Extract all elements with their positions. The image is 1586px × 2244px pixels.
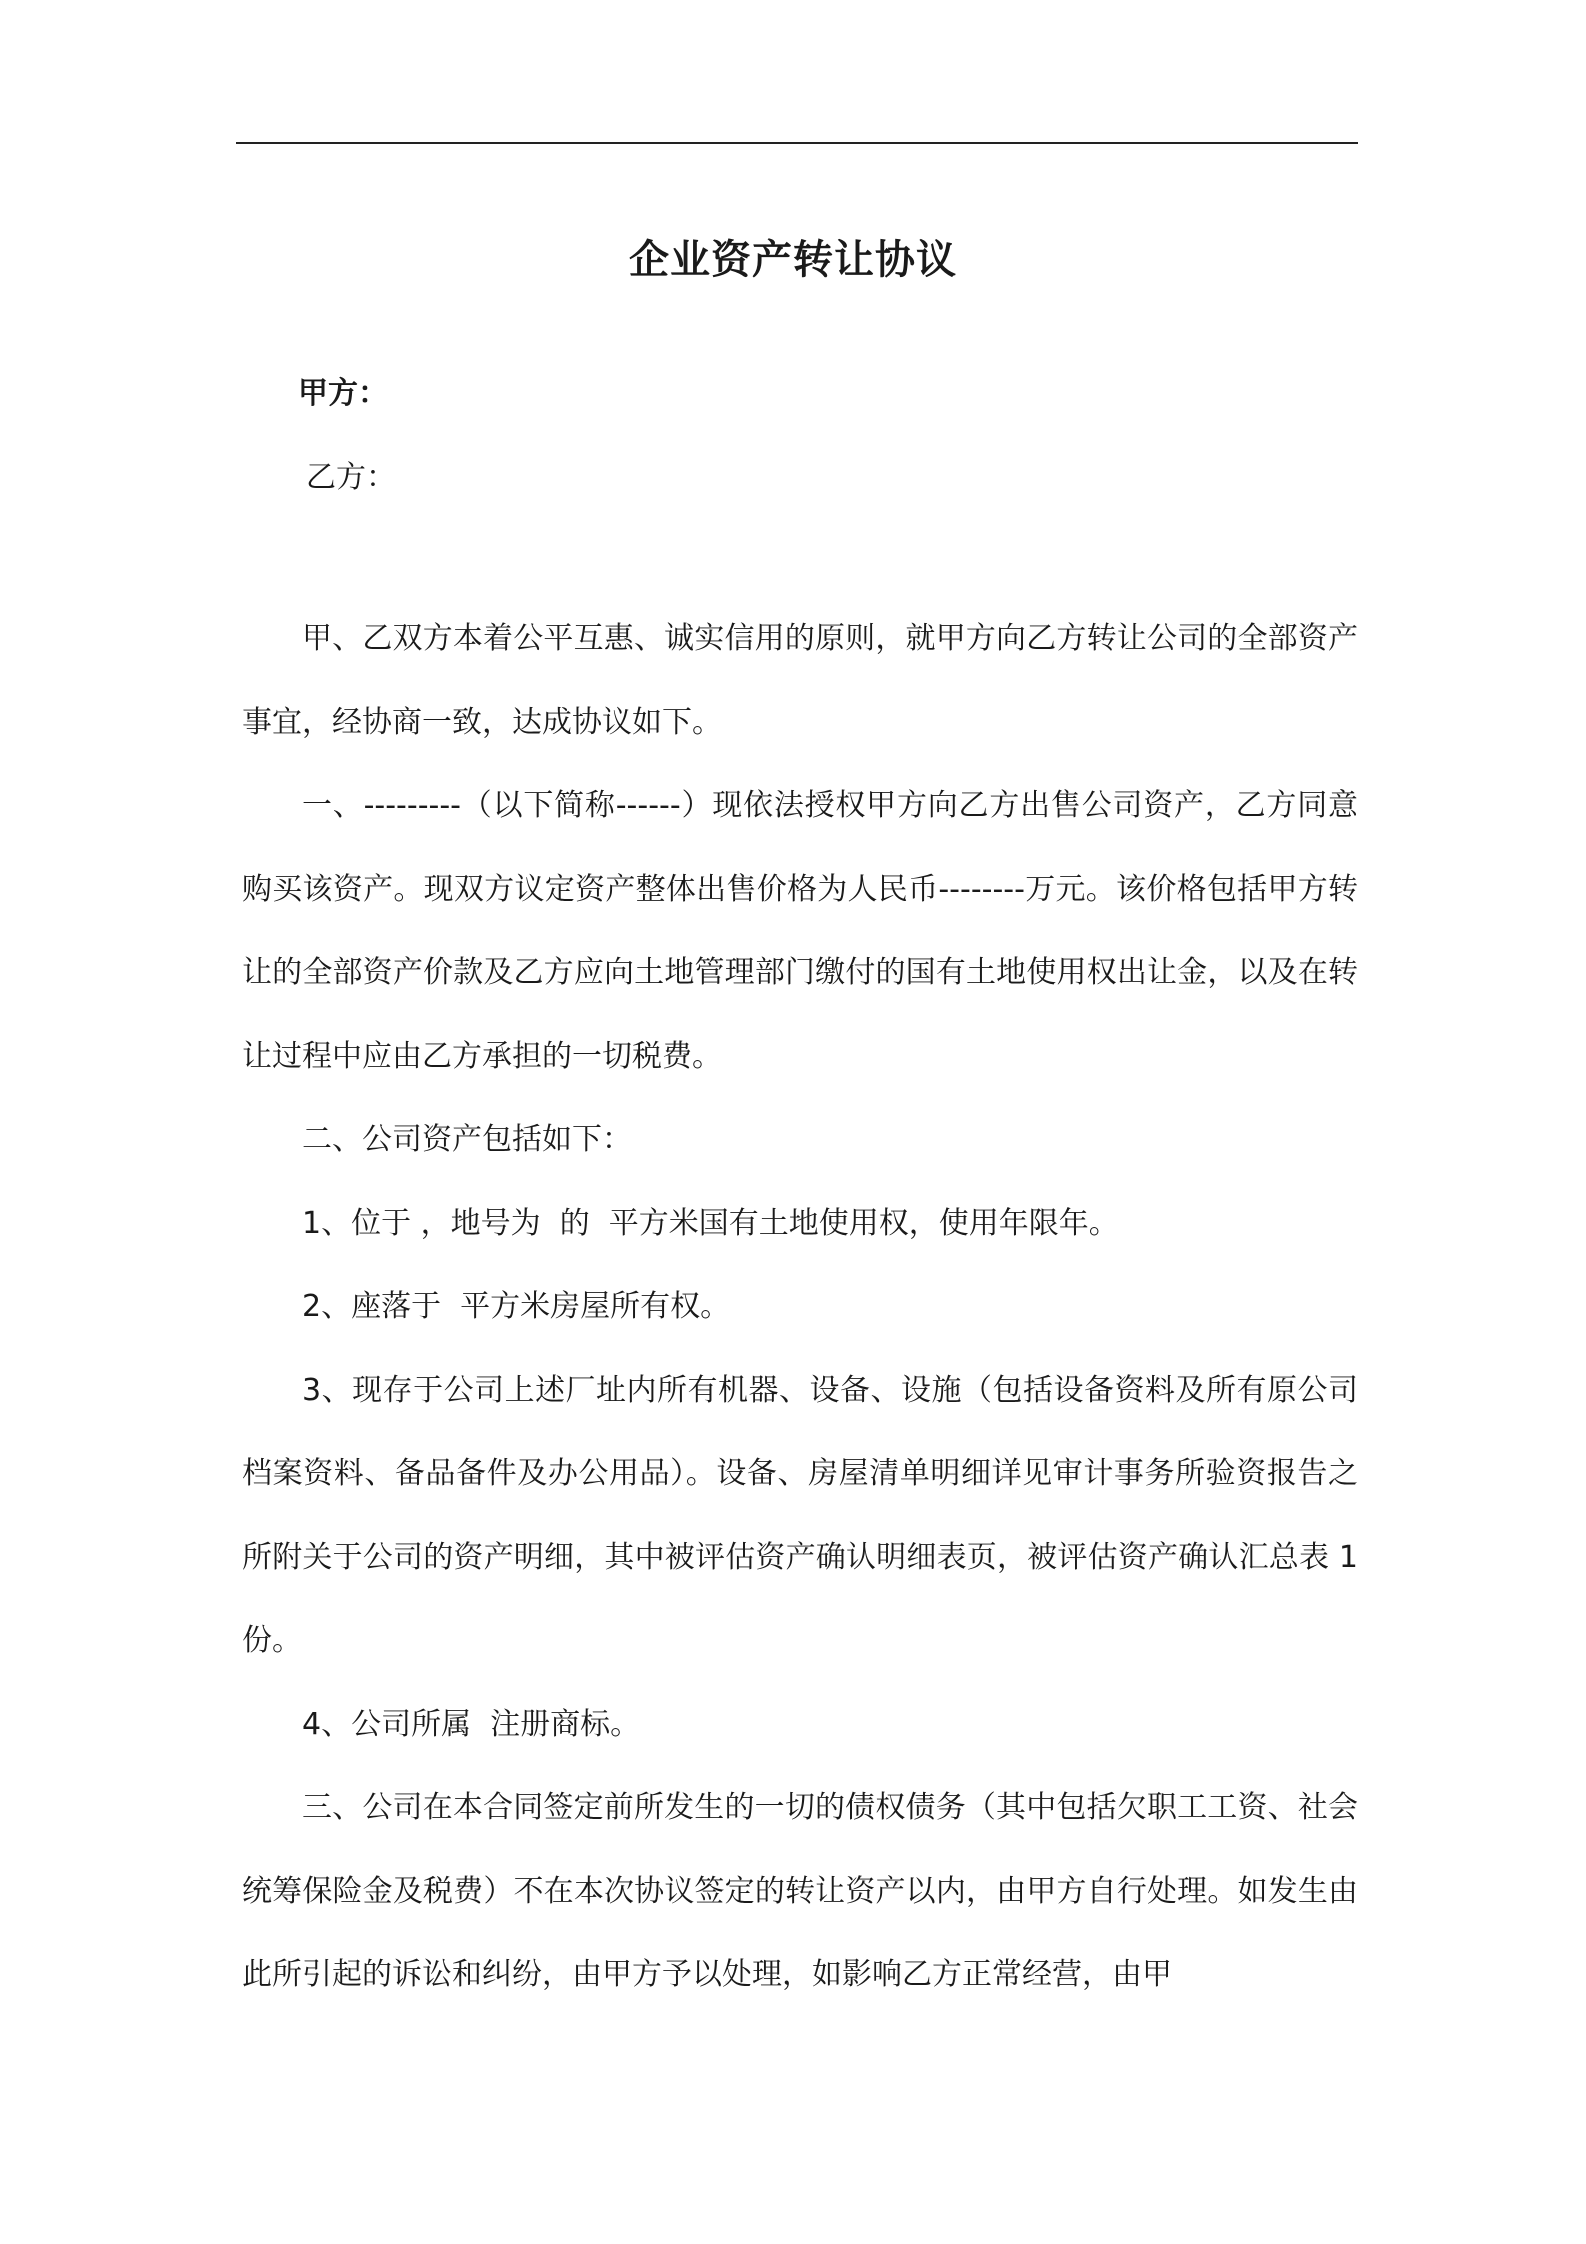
clause-2-item-4: 4、公司所属 注册商标。 [302,1706,641,1742]
party-b-label: 乙方： [306,460,396,495]
party-a-label: 甲方： [298,376,388,411]
document-title: 企业资产转让协议 [629,237,957,283]
clause-2-item-3: 3、现存于公司上述厂址内所有机器、设备、设施（包括设备资料及所有原公司档案资料、备品备件及办公用品）。设备、房屋清单明细详见审计事务所验资报告之所附关于公司的资产明细，其中被评估资产确认明细表页，被评估资产确认汇总表 1 份。 [242,1372,1358,1658]
intro-paragraph: 甲、乙双方本着公平互惠、诚实信用的原则，就甲方向乙方转让公司的全部资产事宜，经协商一致，达成协议如下。 [242,621,1358,740]
clause-3-paragraph: 三、公司在本合同签定前所发生的一切的债权债务（其中包括欠职工工资、社会统筹保险金及税费）不在本次协议签定的转让资产以内，由甲方自行处理。如发生由此所引起的诉讼和纠纷，由甲方予以处理，如影响乙方正常经营，由甲 [242,1790,1358,1992]
header-rule [236,142,1358,144]
clause-1-paragraph: 一、---------（以下简称------）现依法授权甲方向乙方出售公司资产，乙方同意购买该资产。现双方议定资产整体出售价格为人民币--------万元。该价格包括甲方转让的全部资产价款及乙方应向土地管理部门缴付的国有土地使用权出让金，以及在转让过程中应由乙方承担的一切税费。 [242,788,1358,1074]
clause-2-item-2: 2、座落于 平方米房屋所有权。 [302,1289,731,1324]
agreement-body [242,597,1358,2017]
clause-2-item-1: 1、位于 ，地号为 的 平方米国有土地使用权，使用年限年。 [302,1205,1119,1241]
clause-2-heading: 二、公司资产包括如下： [302,1122,632,1157]
